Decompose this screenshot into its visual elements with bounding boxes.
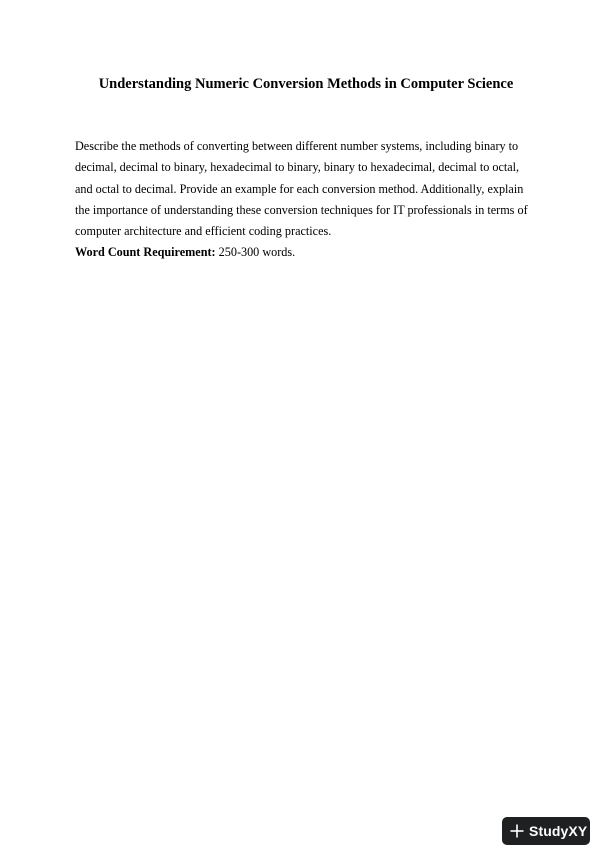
studyxy-logo-text: StudyXY [529,823,588,839]
word-count-requirement [75,242,545,263]
paragraph-line: and octal to decimal. Provide an example for each conversion method. Additionally, explain [75,181,524,196]
plus-icon [510,824,524,838]
paragraph-line: decimal, decimal to binary, hexadecimal to binary, binary to hexadecimal, decimal to octal, [75,160,520,175]
studyxy-watermark-badge [502,817,590,845]
word-count-value: 250-300 words. [215,245,296,260]
word-count-label: Word Count Requirement: [75,245,216,260]
paragraph-line: Describe the methods of converting between different number systems, including binary to [75,139,519,153]
question-text [75,136,545,264]
paragraph-line: computer architecture and efficient coding practices. [75,224,332,239]
paragraph-line: the importance of understanding these conversion techniques for IT professionals in terms of [75,202,528,217]
document-title: Understanding Numeric Conversion Methods in Computer Science [98,76,514,92]
